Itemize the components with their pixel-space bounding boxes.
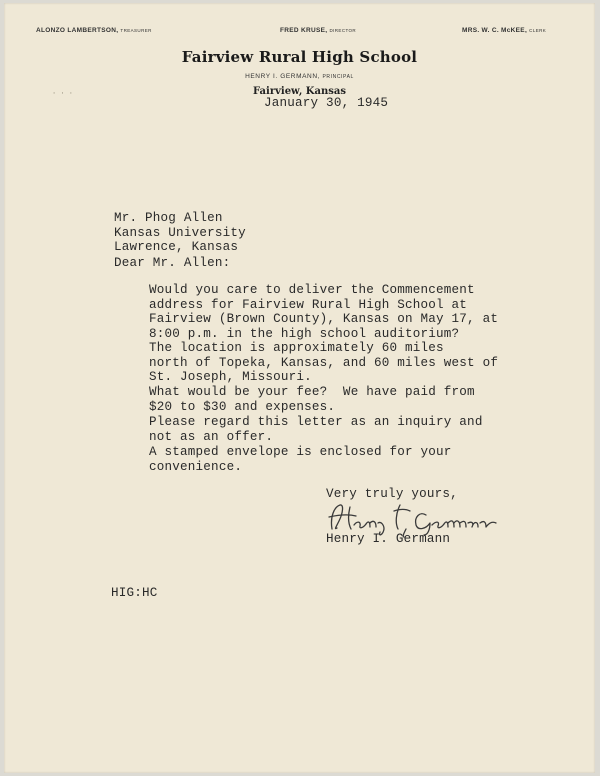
paragraph-2 xyxy=(149,341,498,385)
school-name: Fairview Rural High School xyxy=(181,48,418,66)
principal-role: PRINCIPAL xyxy=(322,74,354,80)
paragraph-5 xyxy=(149,445,452,474)
recipient-line: Lawrence, Kansas xyxy=(114,240,239,254)
treasurer-credit xyxy=(36,27,152,34)
paragraph-line: $20 to $30 and expenses. xyxy=(149,399,336,414)
director-role: DIRECTOR xyxy=(329,28,357,33)
paragraph-line: Please regard this letter as an inquiry and xyxy=(149,415,483,429)
paragraph-line: convenience. xyxy=(149,459,243,474)
paragraph-3 xyxy=(149,385,475,414)
paragraph-line: not as an offer. xyxy=(149,429,274,444)
paragraph-line: The location is approximately 60 miles xyxy=(149,341,444,355)
letter-sheet xyxy=(4,3,595,773)
clerk-credit xyxy=(462,27,546,34)
paragraph-line: north of Topeka, Kansas, and 60 miles west of xyxy=(149,355,499,370)
clerk-name: MRS. W. C. McKEE, xyxy=(462,27,528,34)
director-credit xyxy=(280,27,356,34)
paragraph-line: Would you care to deliver the Commencement xyxy=(149,283,475,297)
paragraph-4 xyxy=(149,415,483,444)
paragraph-line: address for Fairview Rural High School at xyxy=(149,297,468,312)
paragraph-line: St. Joseph, Missouri. xyxy=(149,370,312,384)
clerk-role: CLERK xyxy=(529,28,547,33)
salutation: Dear Mr. Allen: xyxy=(114,256,231,270)
paper-mark: · · · xyxy=(52,90,74,98)
director-name: FRED KRUSE, xyxy=(280,27,328,34)
recipient-line: Kansas University xyxy=(114,225,246,240)
paragraph-line: What would be your fee? We have paid from xyxy=(149,385,475,399)
recipient-address xyxy=(114,211,246,255)
letterhead-town: Fairview, Kansas xyxy=(252,86,346,97)
closing: Very truly yours, xyxy=(326,487,458,501)
signer-name: Henry I. Germann xyxy=(326,532,451,546)
letter-date: January 30, 1945 xyxy=(264,96,389,110)
treasurer-role: TREASURER xyxy=(120,28,152,33)
paragraph-1 xyxy=(149,283,498,341)
recipient-line: Mr. Phog Allen xyxy=(114,211,223,225)
reference-initials: HIG:HC xyxy=(111,586,158,600)
treasurer-name: ALONZO LAMBERTSON, xyxy=(36,27,119,34)
principal-name: HENRY I. GERMANN, xyxy=(245,73,321,80)
paragraph-line: Fairview (Brown County), Kansas on May 17, at xyxy=(149,312,499,326)
paragraph-line: A stamped envelope is enclosed for your xyxy=(149,445,452,459)
principal-credit xyxy=(4,73,595,80)
paragraph-line: 8:00 p.m. in the high school auditorium? xyxy=(149,326,460,341)
